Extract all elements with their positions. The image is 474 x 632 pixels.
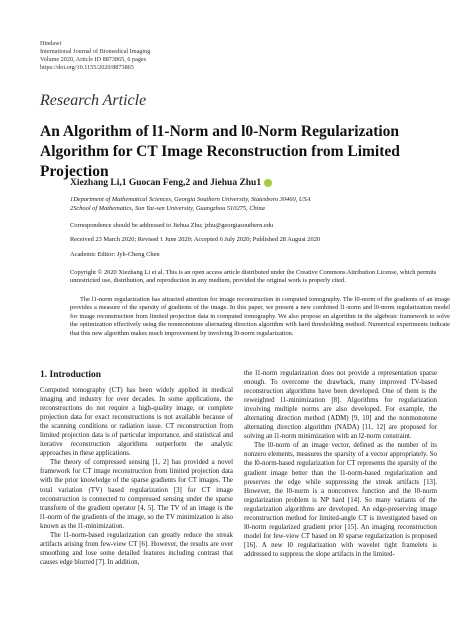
publication-dates: Received 23 March 2020; Revised 1 June 2020; Accepted 6 July 2020; Published 28 August 2020 — [70, 236, 321, 243]
affiliation-1: 1Department of Mathematical Sciences, Georgia Southern University, Statesboro 30460, USA — [70, 196, 311, 203]
paragraph: the l1-norm regularization does not provide a representation sparse enough. To overcome the drawback, many improved TV-based reconstruction algorithms have been developed. One of them is the reweighted l1-minimization [8]. Algorithms for regularization involving multiple norms are also developed. For example, the alternating direction method (ADM) [9, 10] and the nonmonotone alternating direction algorithm (NADA) [11, 12] are proposed for solving an l1-norm minimization with an l2-norm constraint. — [244, 370, 437, 441]
copyright-notice: Copyright © 2020 Xiezhang Li et al. This is an open access article distributed under the Creative Commons Attribution License, which permits unrestricted use, distribution, and reproduction in any medium, provided the original work is properly cited. — [70, 269, 437, 285]
correspondence: Correspondence should be addressed to Jiehua Zhu; jzhu@georgiasouthern.edu — [70, 222, 274, 229]
volume-info: Volume 2020, Article ID 8873865, 6 pages — [40, 56, 147, 63]
section-heading: 1. Introduction — [40, 370, 102, 380]
paragraph: The l0-norm of an image vector, defined as the number of its nonzero elements, measures the sparsity of a vector appropriately. So the l0-norm-based regularization for CT represents the sparsity of the gradient image better than the l1-norm-based regularization and preserves the edge while suppressing the streak artifacts [13]. However, the l0-norm is a nonconvex function and the l0-norm regularization problem is NP hard [14]. So many variants of the regularization algorithms are developed. An edge-preserving image reconstruction method for limited-angle CT is investigated based on l0-norm regularized gradient prior [15]. An imaging reconstruction model for few-view CT based on l0 sparse regularization is proposed [16]. A new l0 regularization with wavelet tight framelets is addressed to suppress the slope artifacts in the limited- — [244, 442, 437, 558]
article-type: Research Article — [40, 92, 147, 109]
author-list — [70, 178, 272, 188]
orcid-icon[interactable] — [264, 179, 272, 187]
publisher-name: Hindawi — [40, 40, 62, 47]
journal-name: International Journal of Biomedical Imaging — [40, 48, 151, 55]
abstract: The l1-norm regularization has attracted attention for image reconstruction in computed tomography. The l0-norm of the gradients of an image provides a measure of the sparsity of gradients of the image. In this paper, we present a new combined l1-norm and l0-norm regularization model for image reconstruction from limited projection data in computed tomography. We also propose an algorithm in the algebraic framework to solve the optimization effectively using the nonmonotone alternating direction algorithm with hard thresholding method. Numerical experiments indicate that this new algorithm makes much improvement by involving l0-norm regularization. — [70, 296, 450, 337]
left-column — [40, 386, 233, 567]
paragraph: The l1-norm-based regularization can greatly reduce the streak artifacts arising from few-view CT [6]. However, the results are over smoothing and lose some detailed features including contrast that causes edge blurred [7]. In addition, — [40, 531, 233, 566]
right-column — [244, 369, 437, 559]
doi-link[interactable]: https://doi.org/10.1155/2020/8873865 — [40, 64, 134, 71]
academic-editor: Academic Editor: Jyh-Cheng Chen — [70, 251, 160, 258]
paragraph: The theory of compressed sensing [1, 2] has provided a novel framework for CT image reconstruction from limited projection data with the prior knowledge of the sparse gradients for CT images. The total variation (TV) based regularization [3] for CT image reconstruction is connected to compressed sensing under the sparse transform of the gradient operator [4, 5]. The TV of an image is the l1-norm of the gradients of the image, so the TV minimization is also known as the l1-minimization. — [40, 459, 233, 530]
authors-text: Xiezhang Li,1 Guocan Feng,2 and Jiehua Zhu1 — [70, 178, 262, 188]
affiliations — [70, 196, 311, 213]
journal-header — [40, 40, 150, 72]
article-title: An Algorithm of l1-Norm and l0-Norm Regularization Algorithm for CT Image Reconstruction from Limited Projection — [40, 123, 400, 180]
affiliation-2: 2School of Mathematics, Sun Yat-sen University, Guangzhou 510275, China — [70, 204, 265, 212]
paragraph: Computed tomography (CT) has been widely applied in medical imaging and industry for over decades. In some applications, the reconstructions do not require a high-quality image, or complete projection data for exact reconstructions is not available because of the scanning conditions or radiation issue. CT reconstruction from limited projection data is of particular importance, and statistical and iterative reconstruction algorithms outperform the analytic approaches in these applications. — [40, 387, 233, 458]
